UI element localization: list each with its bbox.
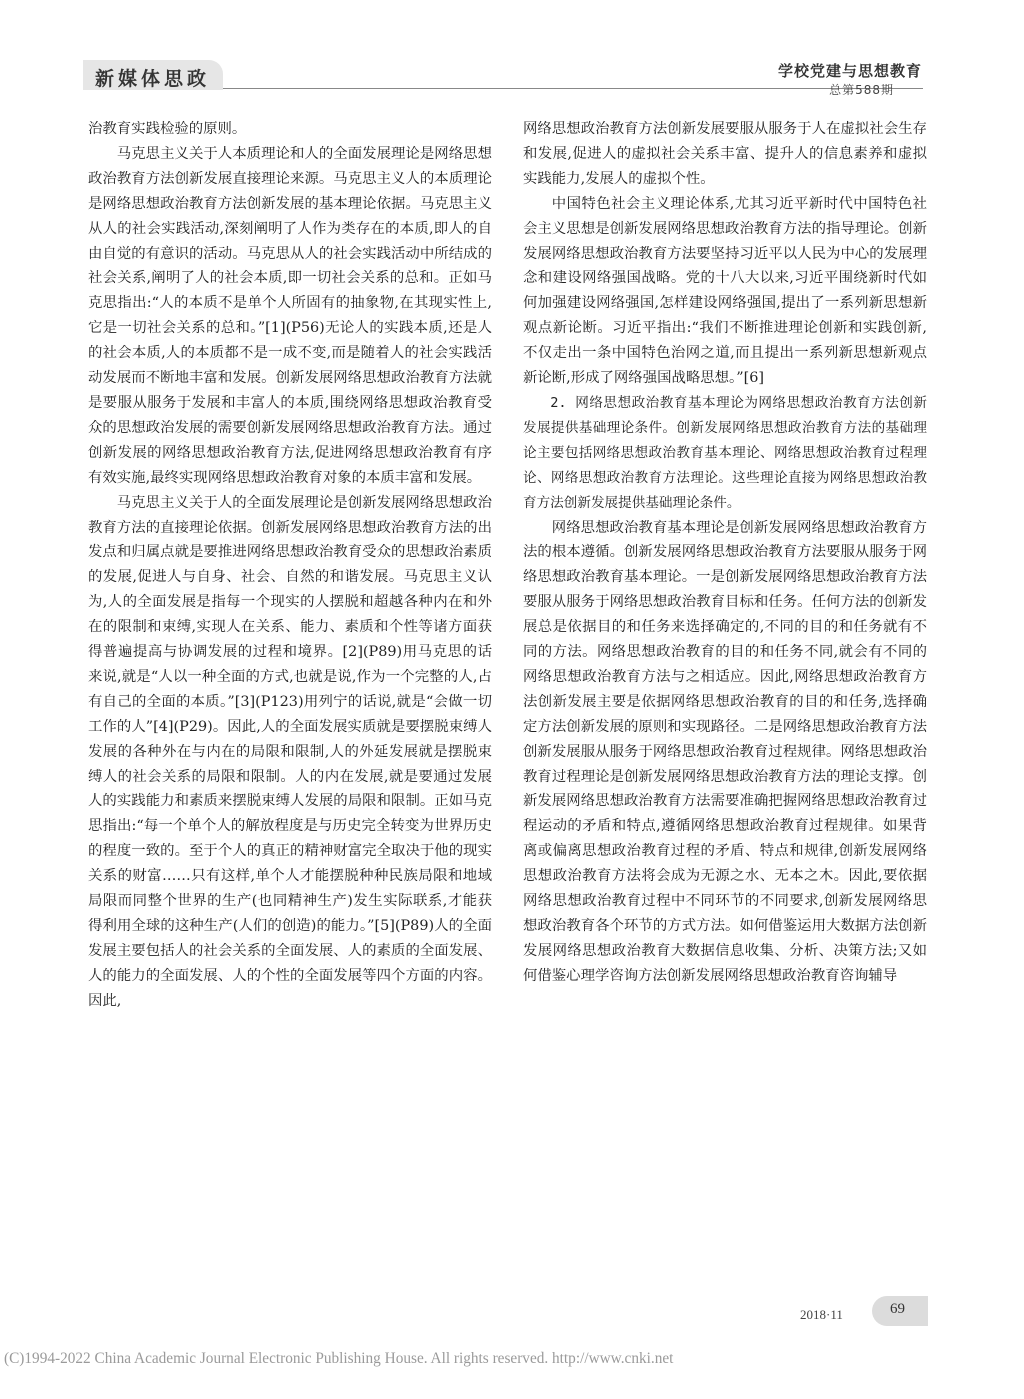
paragraph: 网络思想政治教育基本理论是创新发展网络思想政治教育方法的根本遵循。创新发展网络思想政治教育方法要服从服务于网络思想政治教育基本理论。一是创新发展网络思想政治教育方法要服从服务于网络思想政治教育目标和任务。任何方法的创新发展总是依据目的和任务来选择确定的,不同的目的和任务就有不同的方法。网络思想政治教育的目的和任务不同,就会有不同的网络思想政治教育方法与之相适应。因此,网络思想政治教育方法创新发展主要是依据网络思想政治教育的目的和任务,选择确定方法创新发展的原则和实现路径。二是网络思想政治教育方法创新发展服从服务于网络思想政治教育过程规律。网络思想政治教育过程理论是创新发展网络思想政治教育方法的理论支撑。创新发展网络思想政治教育方法需要准确把握网络思想政治教育过程运动的矛盾和特点,遵循网络思想政治教育过程规律。如果背离或偏离思想政治教育过程的矛盾、特点和规律,创新发展网络思想政治教育方法将会成为无源之水、无本之木。因此,要依据网络思想政治教育过程中不同环节的不同要求,创新发展网络思想政治教育各个环节的方式方法。如何借鉴运用大数据方法创新发展网络思想政治教育大数据信息收集、分析、决策方法;又如何借鉴心理学咨询方法创新发展网络思想政治教育咨询辅导 — [523, 519, 927, 984]
paragraph: 中国特色社会主义理论体系,尤其习近平新时代中国特色社会主义思想是创新发展网络思想政治教育方法的指导理论。创新发展网络思想政治教育方法要坚持习近平以人民为中心的发展理念和建设网络强国战略。党的十八大以来,习近平围绕新时代如何加强建设网络强国,怎样建设网络强国,提出了一系列新思想新观点新论断。习近平指出:“我们不断推进理论创新和实践创新,不仅走出一条中国特色治网之道,而且提出一系列新思想新观点新论断,形成了网络强国战略思想。”[6] — [523, 195, 927, 387]
copyright-notice: (C)1994-2022 China Academic Journal Electronic Publishing House. All rights reserved. http://www.cnki.net — [4, 1350, 674, 1367]
section-tag-label: 新媒体思政 — [95, 68, 211, 90]
paragraph: 治教育实践检验的原则。 — [88, 121, 247, 137]
page-number-badge — [872, 1296, 928, 1326]
right-column — [523, 117, 927, 989]
paragraph: 马克思主义关于人本质理论和人的全面发展理论是网络思想政治教育方法创新发展直接理论来源。马克思主义人的本质理论是网络思想政治教育方法创新发展的基本理论依据。马克思主义从人的社会实践活动,深刻阐明了人作为类存在的本质,即人的自由自觉的有意识的活动。马克思从人的社会实践活动中所结成的社会关系,阐明了人的社会本质,即一切社会关系的总和。正如马克思指出:“人的本质不是单个人所固有的抽象物,在其现实性上,它是一切社会关系的总和。”[1](P56)无论人的实践本质,还是人的社会本质,人的本质都不是一成不变,而是随着人的社会实践活动发展而不断地丰富和发展。创新发展网络思想政治教育方法就是要服从服务于发展和丰富人的本质,围绕网络思想政治教育受众的思想政治发展的需要创新发展网络思想政治教育方法。通过创新发展的网络思想政治教育方法,促进网络思想政治教育有序有效实施,最终实现网络思想政治教育对象的本质丰富和发展。 — [88, 145, 492, 486]
issue-date: 2018·11 — [800, 1307, 843, 1322]
subheading-paragraph: 2. 网络思想政治教育基本理论为网络思想政治教育方法创新发展提供基础理论条件。创新发展网络思想政治教育方法的基础理论主要包括网络思想政治教育基本理论、网络思想政治教育过程理论、网络思想政治教育方法理论。这些理论直接为网络思想政治教育方法创新发展提供基础理论条件。 — [523, 394, 927, 511]
header-rule — [223, 88, 923, 89]
left-column — [88, 117, 492, 1014]
section-tag — [83, 60, 223, 90]
journal-name: 学校党建与思想教育 — [777, 62, 922, 80]
page-header — [0, 0, 1024, 100]
issue-number: 总第588期 — [829, 83, 894, 97]
paragraph: 马克思主义关于人的全面发展理论是创新发展网络思想政治教育方法的直接理论依据。创新发展网络思想政治教育方法的出发点和归属点就是要推进网络思想政治教育受众的思想政治素质的发展,促进人与自身、社会、自然的和谐发展。马克思主义认为,人的全面发展是指每一个现实的人摆脱和超越各种内在和外在的限制和束缚,实现人在关系、能力、素质和个性等诸方面获得普遍提高与协调发展的过程和境界。[2](P89)用马克思的话来说,就是“人以一种全面的方式,也就是说,作为一个完整的人,占有自己的全面的本质。”[3](P123)用列宁的话说,就是“会做一切工作的人”[4](P29)。因此,人的全面发展实质就是要摆脱束缚人发展的各种外在与内在的局限和限制,人的外延发展就是摆脱束缚人的社会关系的局限和限制。人的内在发展,就是要通过发展人的实践能力和素质来摆脱束缚人发展的局限和限制。正如马克思指出:“每一个单个人的解放程度是与历史完全转变为世界历史的程度一致的。至于个人的真正的精神财富完全取决于他的现实关系的财富……只有这样,单个人才能摆脱种种民族局限和地域局限而同整个世界的生产(也同精神生产)发生实际联系,才能获得利用全球的这种生产(人们的创造)的能力。”[5](P89)人的全面发展主要包括人的社会关系的全面发展、人的素质的全面发展、人的能力的全面发展、人的个性的全面发展等四个方面的内容。因此, — [88, 494, 492, 1009]
paragraph: 网络思想政治教育方法创新发展要服从服务于人在虚拟社会生存和发展,促进人的虚拟社会关系丰富、提升人的信息素养和虚拟实践能力,发展人的虚拟个性。 — [523, 121, 927, 187]
page-number: 69 — [890, 1301, 905, 1317]
